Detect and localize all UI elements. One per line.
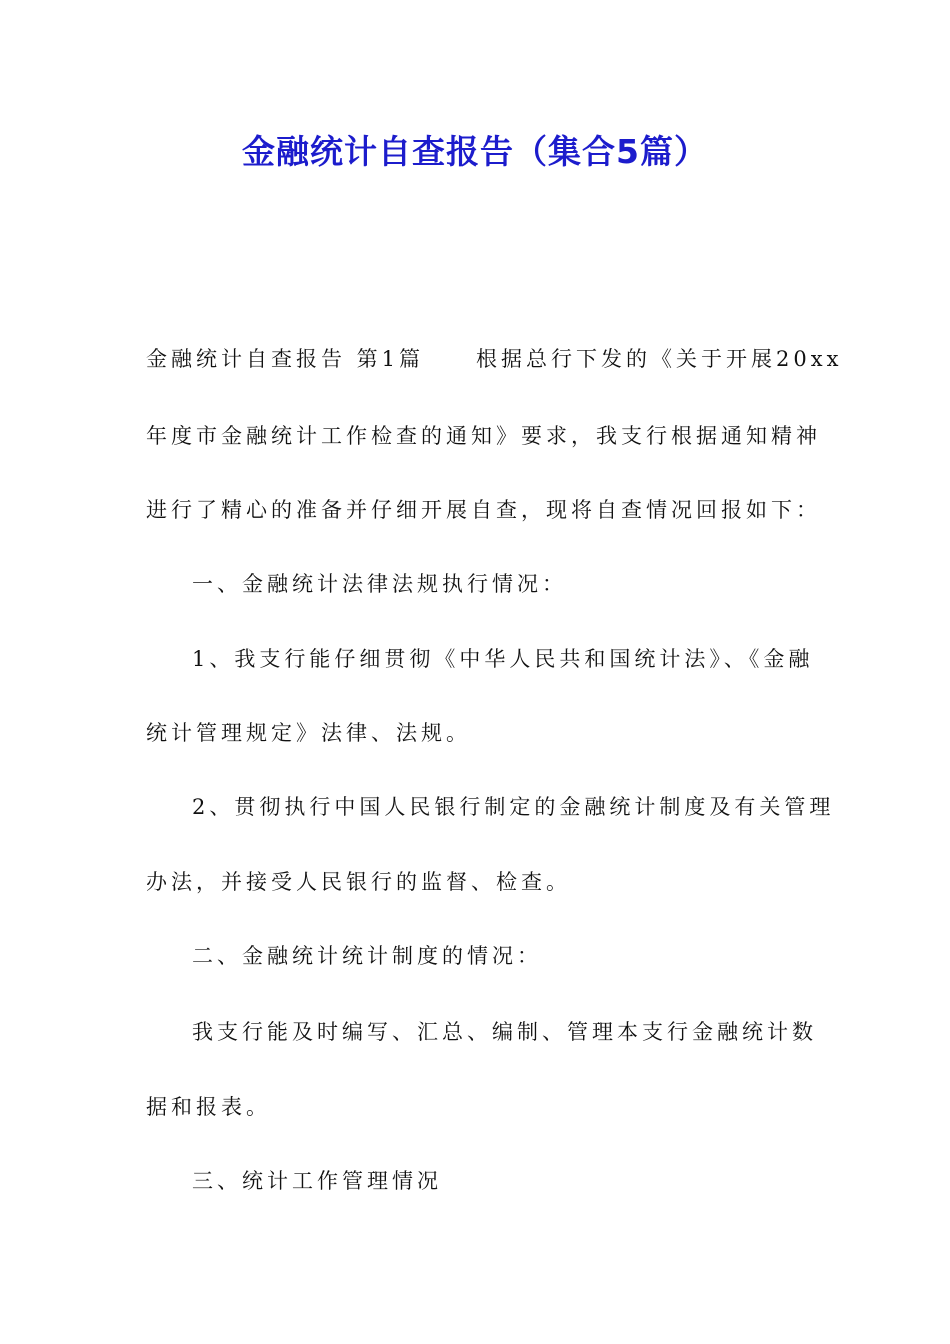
- paragraph-line: 统计管理规定》法律、法规。: [146, 721, 471, 745]
- section-heading: 二、金融统计统计制度的情况：: [192, 944, 542, 968]
- section-heading: 一、金融统计法律法规执行情况：: [192, 572, 567, 596]
- section-heading: 三、统计工作管理情况: [192, 1169, 442, 1193]
- paragraph-line: 1、我支行能仔细贯彻《中华人民共和国统计法》、《金融: [192, 647, 814, 671]
- paragraph-line: 2、贯彻执行中国人民银行制定的金融统计制度及有关管理: [192, 795, 835, 819]
- paragraph-line: 年度市金融统计工作检查的通知》要求，我支行根据通知精神: [146, 424, 821, 448]
- document-title: 金融统计自查报告（集合5篇）: [242, 132, 708, 171]
- paragraph-line: 据和报表。: [146, 1095, 271, 1119]
- paragraph-line: 进行了精心的准备并仔细开展自查，现将自查情况回报如下：: [146, 498, 821, 522]
- paragraph-text: 根据总行下发的《关于开展20xx: [476, 347, 843, 371]
- paragraph-line: [146, 343, 843, 375]
- paragraph-line: 办法，并接受人民银行的监督、检查。: [146, 870, 571, 894]
- section-heading: 金融统计自查报告 第1篇: [146, 347, 425, 371]
- paragraph-line: 我支行能及时编写、汇总、编制、管理本支行金融统计数: [192, 1020, 817, 1044]
